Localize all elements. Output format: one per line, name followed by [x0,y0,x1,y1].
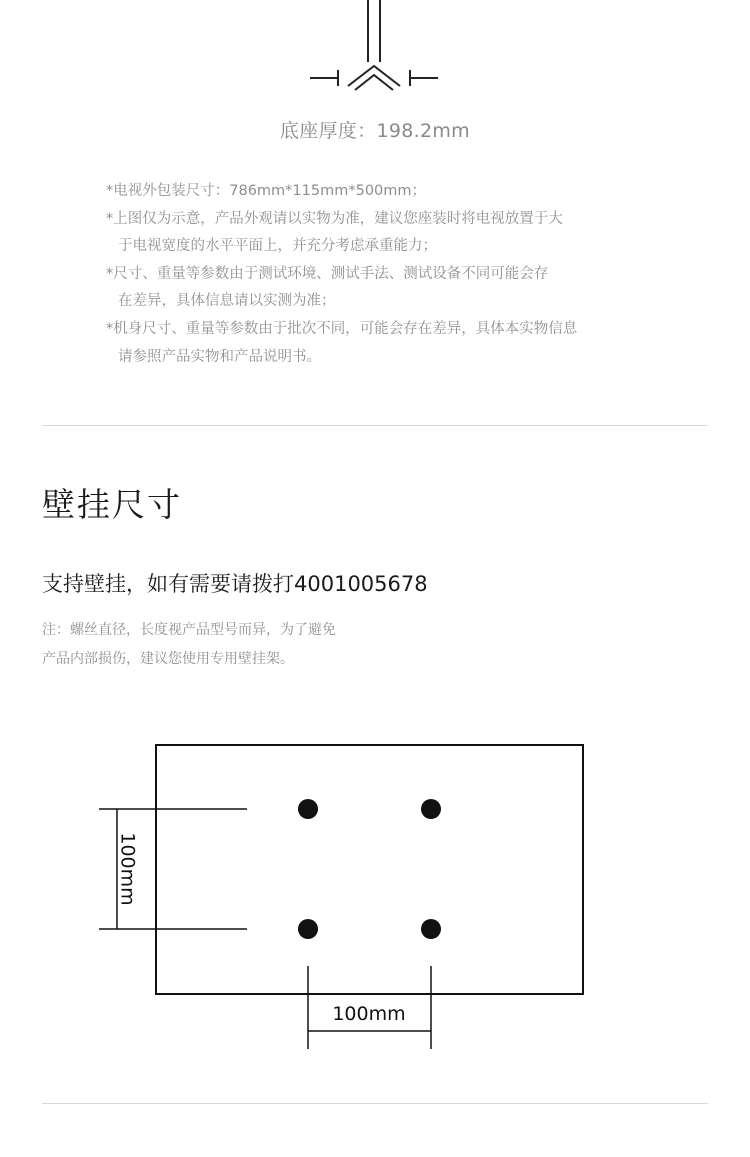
wall-mount-note-line: 注：螺丝直径，长度视产品型号而异，为了避免 [42,622,336,638]
vesa-mount-diagram [0,730,750,1070]
disclaimer-note-line: *尺寸、重量等参数由于测试环境、测试手法、测试设备不同可能会存 [106,265,549,282]
disclaimer-notes [106,178,577,371]
horizontal-spacing-label: 100mm [332,1003,406,1025]
section-title: 壁挂尺寸 [42,485,182,524]
disclaimer-note-line: *机身尺寸、重量等参数由于批次不同，可能会存在差异，具体本实物信息 [106,320,578,337]
base-thickness-caption: 底座厚度：198.2mm [279,120,470,142]
disclaimer-note-line: 于电视宽度的水平平面上，并充分考虑承重能力； [118,238,437,255]
section-divider-top [42,425,708,426]
tv-back-outline [156,745,583,994]
disclaimer-note-line: *电视外包装尺寸：786mm*115mm*500mm； [106,183,427,199]
disclaimer-note-line: *上图仅为示意，产品外观请以实物为准，建议您座装时将电视放置于大 [106,210,563,227]
mount-hole-bottom-left [298,919,318,939]
stand-base-diagram [300,0,450,100]
mount-hole-top-right [421,799,441,819]
wall-mount-note-line: 产品内部损伤，建议您使用专用壁挂架。 [42,651,294,667]
disclaimer-note-line: 请参照产品实物和产品说明书。 [118,348,321,365]
wall-mount-note [42,616,336,674]
mount-hole-bottom-right [421,919,441,939]
section-divider-bottom [42,1103,708,1104]
vertical-spacing-label: 100mm [116,832,139,906]
disclaimer-note-line: 在差异，具体信息请以实测为准； [118,293,336,310]
mount-hole-top-left [298,799,318,819]
wall-mount-support-text: 支持壁挂，如有需要请拨打4001005678 [42,572,428,596]
